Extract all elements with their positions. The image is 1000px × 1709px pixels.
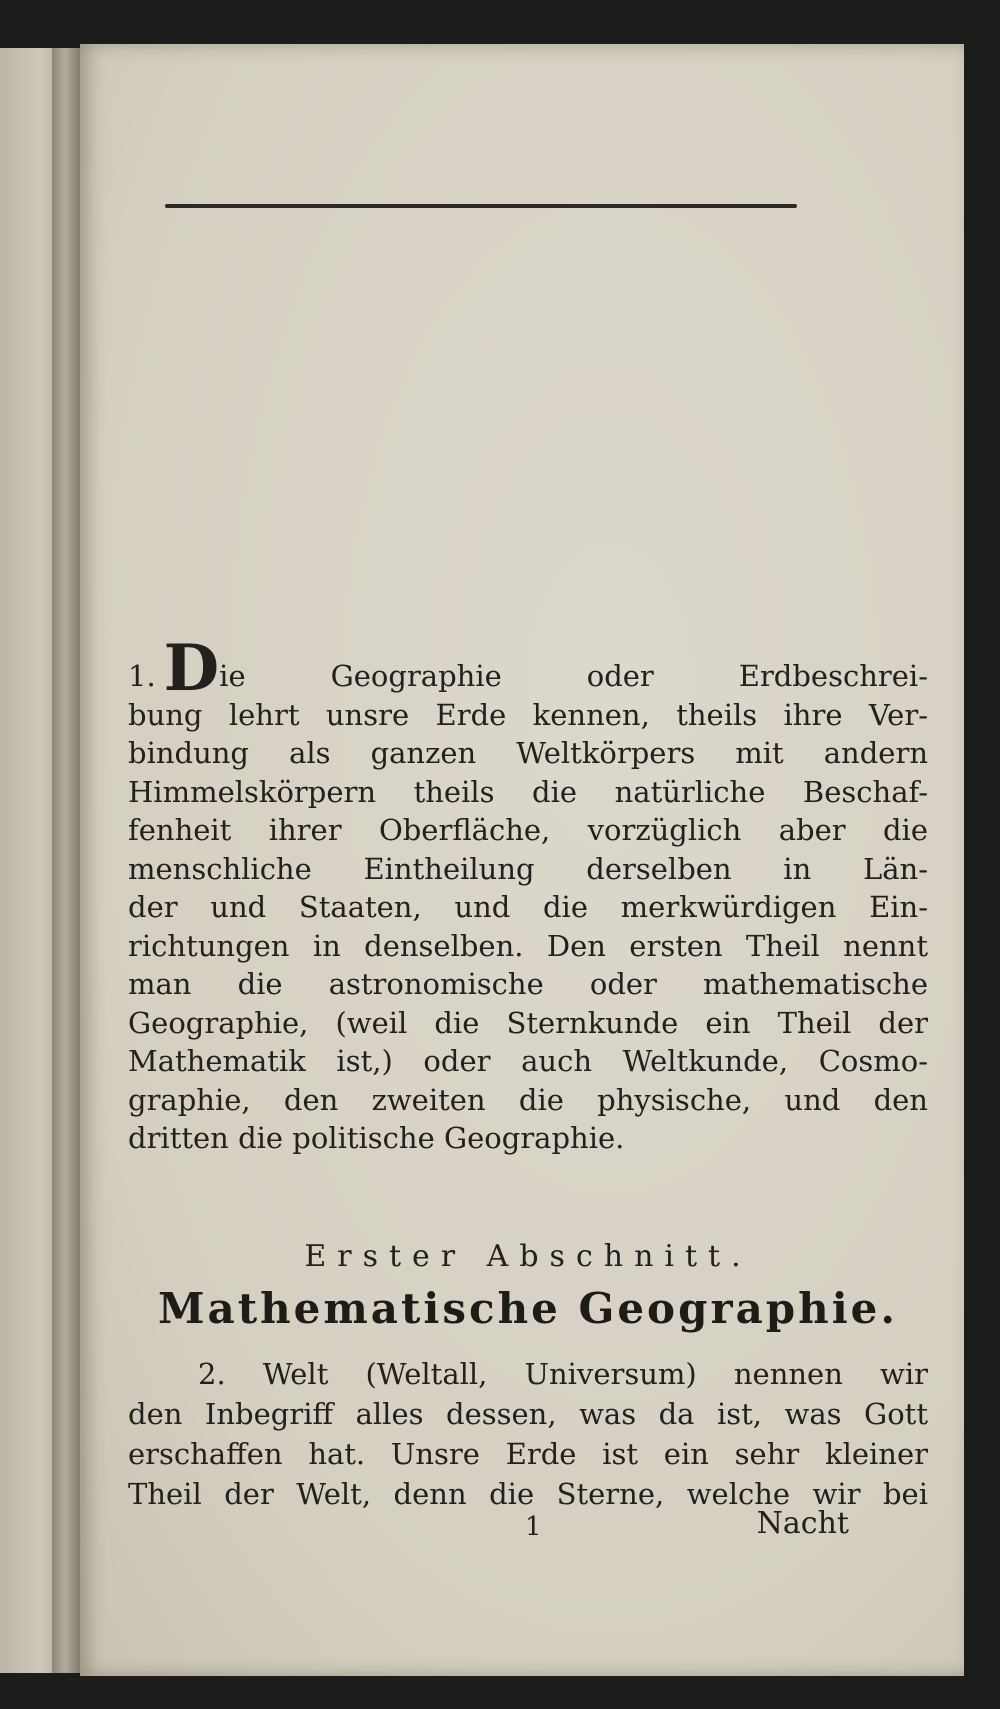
text-line: richtungen in denselben. Den ersten Theil nennt (128, 928, 928, 963)
section-title: Mathematische Geographie. (158, 1284, 898, 1333)
text-line: man die astronomische oder mathematische (128, 967, 928, 1001)
book-spine (52, 48, 82, 1673)
paragraph-number: 1. (128, 659, 156, 693)
text-line: Geographie, (weil die Sternkunde ein Theil der (128, 1005, 928, 1040)
text-line: bindung als ganzen Weltkörpers mit andern (128, 736, 928, 770)
signature-mark: 1 (525, 1512, 542, 1542)
text-line: erschaffen hat. Unsre Erde ist ein sehr kleiner (128, 1437, 928, 1471)
text-line: fenheit ihrer Oberfläche, vorzüglich aber die (128, 813, 928, 847)
text-line: der und Staaten, und die merkwürdigen Ein- (128, 890, 928, 924)
text-line: graphie, den zweiten die physische, und den (128, 1082, 928, 1117)
section-heading: Erster Abschnitt. (304, 1239, 752, 1274)
text-line: bung lehrt unsre Erde kennen, theils ihre Ver- (128, 697, 928, 732)
text-line: 1. Die Geographie oder Erdbeschrei- (128, 631, 928, 706)
text-line: menschliche Eintheilung derselben in Län- (128, 851, 928, 886)
text-line: dritten die politische Geographie. (128, 1121, 625, 1155)
text-line: Mathematik ist,) oder auch Weltkunde, Cosmo- (128, 1044, 928, 1078)
text-line: den Inbegriff alles dessen, was da ist, was Gott (128, 1397, 928, 1431)
drop-cap: D (163, 631, 220, 706)
text-line: Himmelskörpern theils die natürliche Beschaf- (128, 774, 928, 809)
book-page (80, 44, 964, 1676)
paragraph-2 (128, 1354, 928, 1514)
paragraph-1 (128, 631, 928, 1158)
header-rule (165, 204, 797, 208)
text-line: 2. Welt (Weltall, Universum) nennen wir (198, 1357, 928, 1391)
catchword: Nacht (756, 1506, 849, 1541)
text-line: Theil der Welt, denn die Sterne, welche wir bei (128, 1477, 928, 1511)
